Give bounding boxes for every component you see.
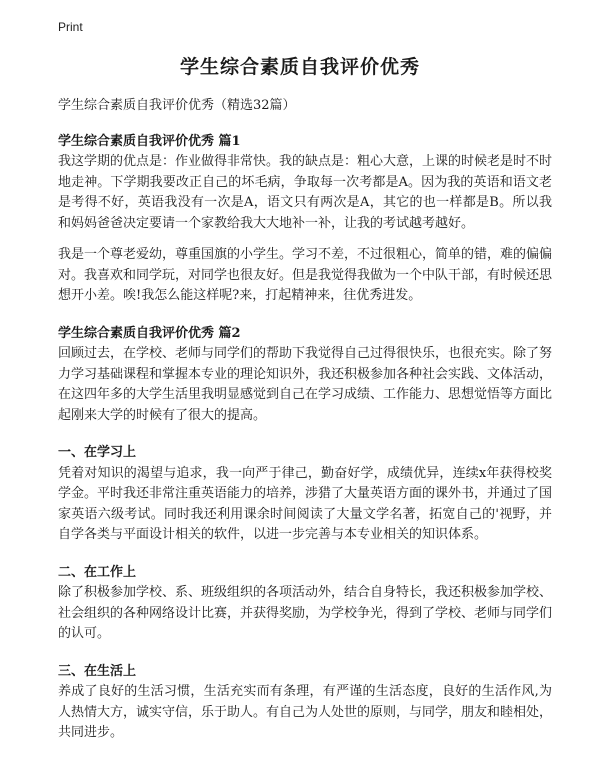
document-body xyxy=(58,96,552,755)
section-heading: 学生综合素质自我评价优秀 篇1 xyxy=(58,133,241,149)
paragraph: 养成了良好的生活习惯，生活充实而有条理，有严谨的生活态度，良好的生活作风,为人热情大方，诚实守信，乐于助人。有自己为人处世的原则，与同学，朋友和睦相处，共同进步。 xyxy=(58,684,553,740)
section-heading: 二、在工作上 xyxy=(58,564,137,580)
print-label[interactable]: Print xyxy=(58,20,83,34)
section-heading: 一、在学习上 xyxy=(58,445,137,460)
paragraph: 回顾过去，在学校、老师与同学们的帮助下我觉得自己过得很快乐，也很充实。除了努力学习基础课程和掌握本专业的理论知识外，我还积极参加各种社会实践、文体活动，在这四年多的大学生活里我明显感觉到自己在学习成绩、工作能力、思想觉悟等方面比起刚来大学的时候有了很大的提高。 xyxy=(58,346,553,423)
document-subtitle: 学生综合素质自我评价优秀（精选32篇） xyxy=(58,98,296,113)
section-heading: 学生综合素质自我评价优秀 篇2 xyxy=(58,325,241,341)
paragraph: 除了积极参加学校、系、班级组织的各项活动外，结合自身特长，我还积极参加学校、社会组织的各种网络设计比赛，并获得奖励，为学校争光，得到了学校、老师与同学们的认可。 xyxy=(58,585,553,641)
page-title: 学生综合素质自我评价优秀 xyxy=(179,56,420,78)
section-heading: 三、在生活上 xyxy=(58,663,137,679)
paragraph: 我这学期的优点是：作业做得非常快。我的缺点是：粗心大意，上课的时候老是时不时地走神。下学期我要改正自己的坏毛病，争取每一次考都是A。因为我的英语和语文老是考得不好，英语我没有一次是A，语文只有两次是A，其它的也一样都是B。所以我和妈妈爸爸决定要请一个家教给我大大地补一补，让我的考试越考越好。 xyxy=(58,154,553,231)
paragraph: 凭着对知识的渴望与追求，我一向严于律己，勤奋好学，成绩优异，连续x年获得校奖学金。平时我还非常注重英语能力的培养，涉猎了大量英语方面的课外书，并通过了国家英语六级考试。同时我还利用课余时间阅读了大量文学名著，拓宽自己的'视野，并自学各类与平面设计相关的软件，以进一步完善与本专业相关的知识体系。 xyxy=(58,465,553,542)
paragraph: 我是一个尊老爱幼，尊重国旗的小学生。学习不差，不过很粗心，简单的错，难的偏偏对。我喜欢和同学玩，对同学也很友好。但是我觉得我做为一个中队干部，有时候还思想开小差。唉!我怎么能这样呢?来，打起精神来，往优秀进发。 xyxy=(58,247,553,303)
